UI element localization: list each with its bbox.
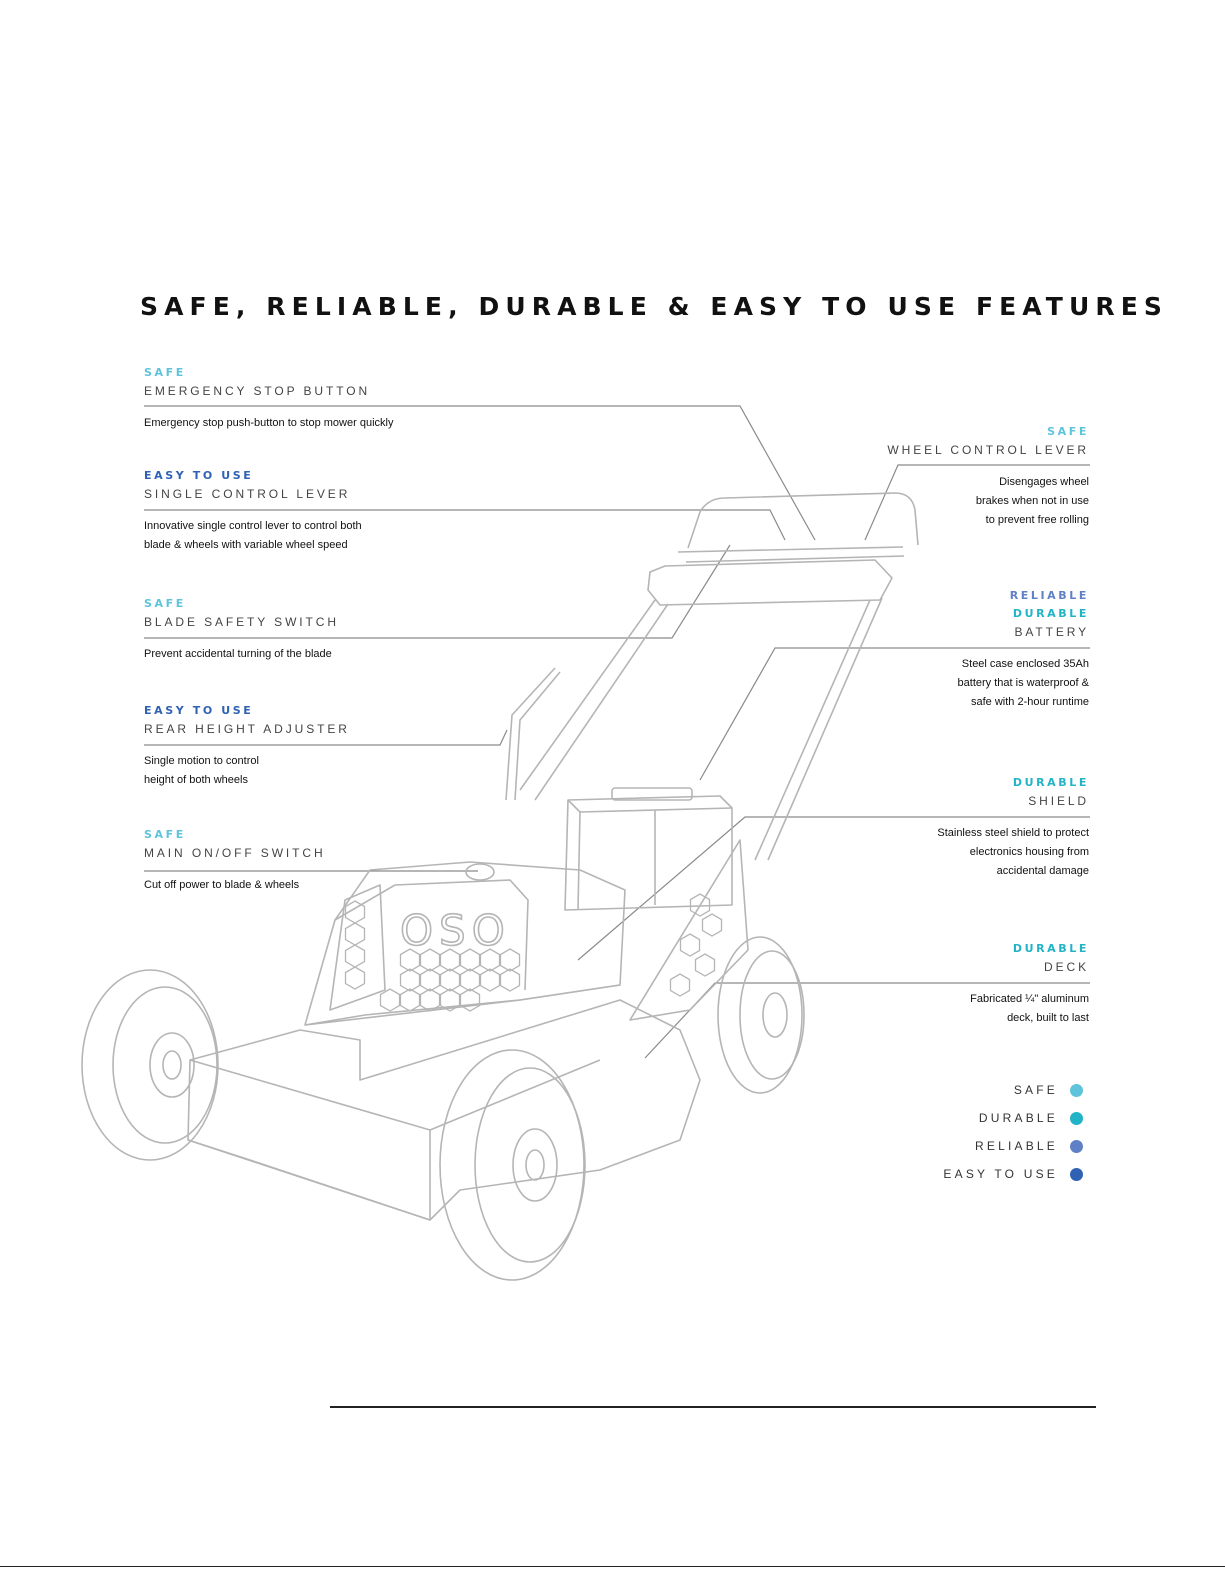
callout-desc-line: Steel case enclosed 35Ah <box>961 658 1089 670</box>
hexagon-decoration <box>461 969 480 991</box>
callout-tag: DURABLE <box>1012 942 1089 955</box>
mower-logo: OSO <box>400 906 511 955</box>
callout-heading: SINGLE CONTROL LEVER <box>144 487 351 501</box>
callout-heading: SHIELD <box>1028 794 1089 808</box>
callout-desc-line: Single motion to control <box>144 755 259 767</box>
hexagon-decoration <box>696 954 715 976</box>
callout-desc-line: battery that is waterproof & <box>957 677 1089 689</box>
callout-desc-line: accidental damage <box>996 865 1089 877</box>
callout-heading: DECK <box>1044 960 1089 974</box>
callout-desc-line: Emergency stop push-button to stop mower quickly <box>144 417 394 429</box>
callout-tag: EASY TO USE <box>144 469 254 482</box>
hexagon-decoration <box>481 969 500 991</box>
page-title: SAFE, RELIABLE, DURABLE & EASY TO USE FEATURES <box>140 292 1168 321</box>
callout-heading: REAR HEIGHT ADJUSTER <box>144 722 350 736</box>
callout-rear-height-adjuster <box>144 702 350 790</box>
callout-tag: SAFE <box>144 597 186 610</box>
page-bottom-divider <box>0 1566 1225 1567</box>
callout-desc-line: brakes when not in use <box>975 495 1089 507</box>
callout-desc-line: Fabricated ¼" aluminum <box>970 993 1089 1005</box>
hexagon-decoration <box>703 914 722 936</box>
hexagon-decoration <box>681 934 700 956</box>
callout-single-control-lever <box>144 467 362 555</box>
legend-item-durable <box>943 1104 1083 1132</box>
legend-label: DURABLE <box>978 1111 1058 1125</box>
callout-tag: SAFE <box>144 366 186 379</box>
callout-tag: DURABLE <box>1012 776 1089 789</box>
callout-deck <box>970 940 1089 1028</box>
hexagon-decoration <box>401 989 420 1011</box>
legend-dot <box>1070 1112 1083 1125</box>
callout-desc-line: electronics housing from <box>969 846 1089 858</box>
callout-desc-line: safe with 2-hour runtime <box>971 696 1089 708</box>
callout-desc-line: blade & wheels with variable wheel speed <box>144 539 348 551</box>
callout-heading: BATTERY <box>1014 625 1089 639</box>
callout-tag: SAFE <box>144 828 186 841</box>
hexagon-decoration <box>381 989 400 1011</box>
hexagon-decoration <box>421 969 440 991</box>
callout-wheel-control-lever <box>887 423 1089 530</box>
hexagon-decoration <box>501 969 520 991</box>
callout-tag: DURABLE <box>1012 607 1089 620</box>
callout-desc-line: Cut off power to blade & wheels <box>144 879 300 891</box>
legend-label: RELIABLE <box>975 1139 1058 1153</box>
callout-heading: BLADE SAFETY SWITCH <box>144 615 339 629</box>
callout-heading: WHEEL CONTROL LEVER <box>887 443 1089 457</box>
legend-item-safe <box>943 1076 1083 1104</box>
callout-blade-safety-switch <box>144 595 339 664</box>
hexagon-decoration <box>441 969 460 991</box>
legend-dot <box>1070 1168 1083 1181</box>
legend-dot <box>1070 1084 1083 1097</box>
hexagon-decoration <box>346 923 365 945</box>
legend-label: EASY TO USE <box>943 1167 1058 1181</box>
callout-desc-line: Stainless steel shield to protect <box>937 827 1089 839</box>
callout-emergency-stop <box>144 364 393 433</box>
hexagon-decoration <box>346 945 365 967</box>
legend-item-reliable <box>943 1132 1083 1160</box>
callout-heading: EMERGENCY STOP BUTTON <box>144 384 371 398</box>
callout-shield <box>937 774 1089 881</box>
hexagon-decoration <box>461 989 480 1011</box>
callout-tag: RELIABLE <box>1009 589 1089 602</box>
callout-battery <box>958 587 1089 712</box>
callout-tag: SAFE <box>1047 425 1089 438</box>
callout-desc-line: to prevent free rolling <box>985 514 1089 526</box>
callout-heading: MAIN ON/OFF SWITCH <box>144 846 326 860</box>
footer-divider <box>330 1406 1096 1408</box>
callout-desc-line: height of both wheels <box>144 774 248 786</box>
hexagon-decoration <box>421 989 440 1011</box>
legend <box>943 1076 1083 1188</box>
callout-desc-line: Innovative single control lever to control both <box>144 520 362 532</box>
callout-desc-line: Prevent accidental turning of the blade <box>144 648 332 660</box>
hexagon-decoration <box>346 967 365 989</box>
legend-item-easy-to-use <box>943 1160 1083 1188</box>
callout-desc-line: Disengages wheel <box>999 476 1089 488</box>
legend-dot <box>1070 1140 1083 1153</box>
callout-desc-line: deck, built to last <box>1007 1012 1089 1024</box>
callout-tag: EASY TO USE <box>144 704 254 717</box>
legend-label: SAFE <box>1013 1083 1058 1097</box>
hexagon-decoration <box>671 974 690 996</box>
callout-main-switch <box>144 826 326 895</box>
hexagon-decoration <box>401 969 420 991</box>
